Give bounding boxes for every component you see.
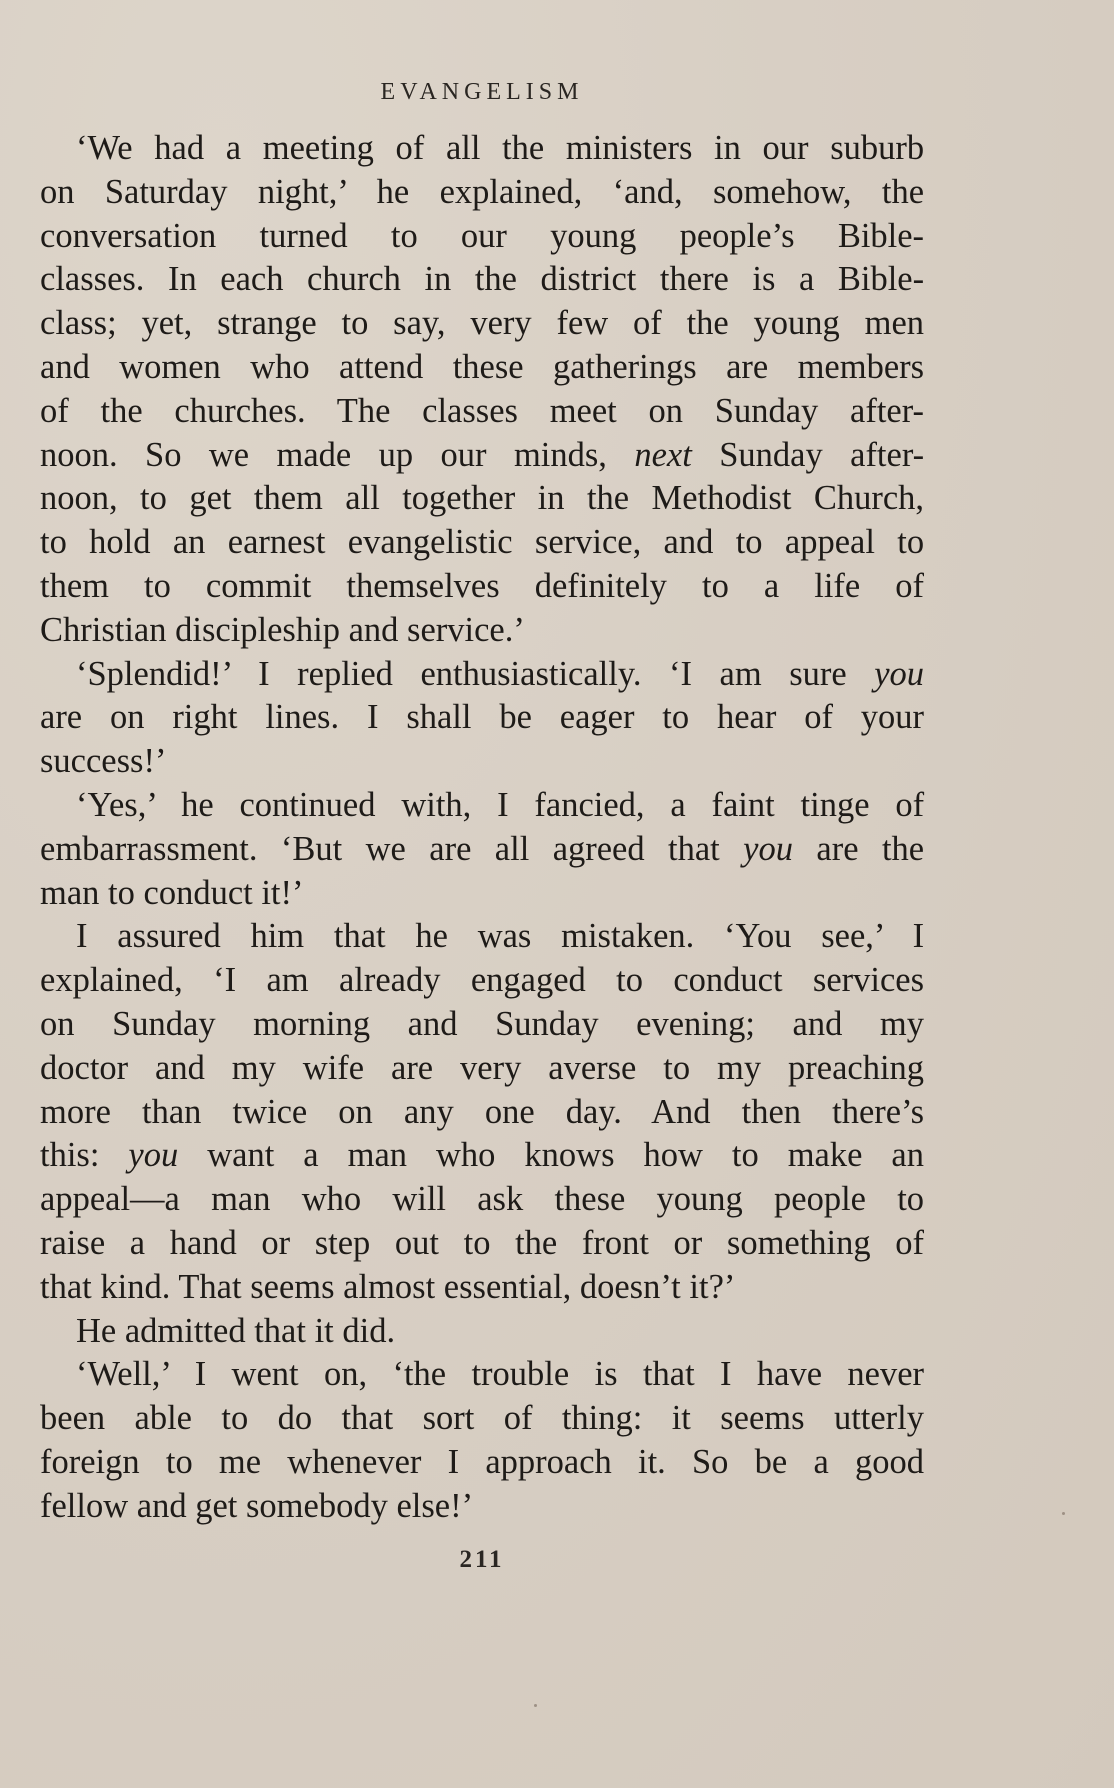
- emphasis: next: [634, 435, 692, 474]
- text-line: ‘Well,’ I went on, ‘the trouble is that I have never: [76, 1355, 925, 1394]
- text-line: them to commit themselves definitely to a life of: [40, 566, 925, 605]
- page-number: 211: [459, 1546, 505, 1573]
- text-line: class; yet, strange to say, very few of the young men: [40, 304, 925, 343]
- text-line: raise a hand or step out to the front or something of: [40, 1223, 924, 1262]
- text-line: this: you want a man who knows how to make an: [40, 1136, 924, 1175]
- emphasis: you: [743, 829, 793, 868]
- text-line: I assured him that he was mistaken. ‘You see,’ I: [76, 917, 925, 956]
- text-line: doctor and my wife are very averse to my preaching: [40, 1048, 925, 1087]
- paper-speck: [534, 1704, 537, 1707]
- text-line: of the churches. The classes meet on Sunday after-: [40, 391, 925, 430]
- text-line: more than twice on any one day. And then there’s: [40, 1092, 925, 1131]
- text-line: to hold an earnest evangelistic service, and to appeal to: [40, 523, 925, 562]
- body-text: [40, 127, 924, 1529]
- text-line: noon, to get them all together in the Methodist Church,: [40, 479, 925, 518]
- text-line: embarrassment. ‘But we are all agreed that you are the: [40, 829, 925, 868]
- text-line: noon. So we made up our minds, next Sunday after-: [40, 435, 925, 474]
- running-head: EVANGELISM: [380, 79, 584, 105]
- text-line: He admitted that it did.: [76, 1311, 396, 1350]
- text-line: ‘We had a meeting of all the ministers in our suburb: [76, 129, 925, 167]
- text-line: conversation turned to our young people’s Bible-: [40, 216, 925, 255]
- text-line: on Saturday night,’ he explained, ‘and, somehow, the: [40, 172, 925, 211]
- text-line: been able to do that sort of thing: it seems utterly: [40, 1399, 925, 1438]
- text-line: that kind. That seems almost essential, doesn’t it?’: [40, 1267, 736, 1306]
- text-line: foreign to me whenever I approach it. So be a good: [40, 1442, 924, 1481]
- text-line: fellow and get somebody else!’: [40, 1486, 474, 1525]
- text-line: Christian discipleship and service.’: [40, 610, 525, 649]
- text-line: ‘Splendid!’ I replied enthusiastically. ‘I am sure you: [76, 654, 925, 693]
- text-line: ‘Yes,’ he continued with, I fancied, a faint tinge of: [76, 785, 925, 824]
- text-line: success!’: [40, 742, 167, 781]
- text-line: explained, ‘I am already engaged to conduct services: [40, 961, 925, 1000]
- emphasis: you: [128, 1136, 179, 1175]
- emphasis: you: [874, 654, 925, 693]
- text-line: appeal—a man who will ask these young people to: [40, 1180, 925, 1219]
- text-line: classes. In each church in the district there is a Bible-: [40, 260, 925, 299]
- text-line: are on right lines. I shall be eager to hear of your: [40, 698, 925, 737]
- text-line: and women who attend these gatherings are members: [40, 347, 925, 386]
- paper-speck: [1062, 1512, 1065, 1515]
- text-line: on Sunday morning and Sunday evening; and my: [40, 1004, 925, 1043]
- text-line: man to conduct it!’: [40, 873, 304, 912]
